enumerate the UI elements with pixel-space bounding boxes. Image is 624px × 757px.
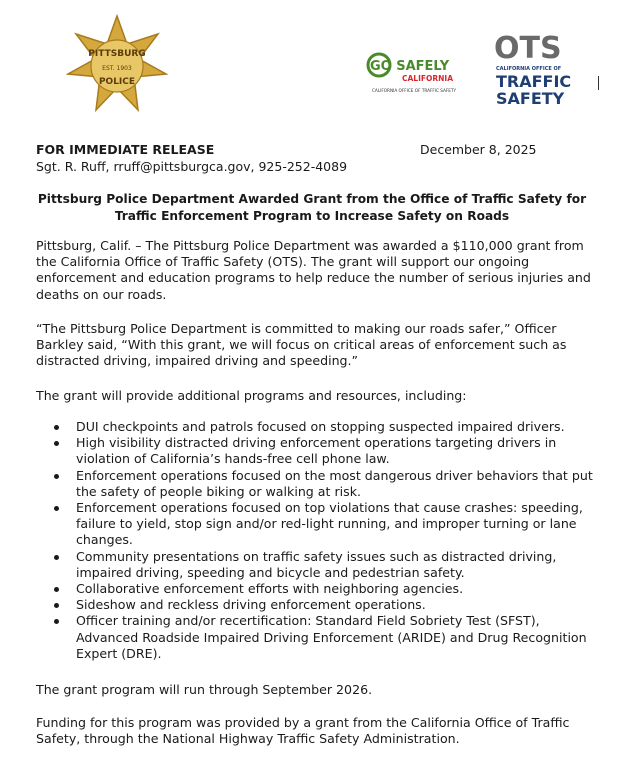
- list-item-text: Enforcement operations focused on the most dangerous driver behaviors that put the safety of people biking or walking at risk.: [76, 467, 593, 499]
- list-item: [36, 468, 596, 500]
- list-item-text: Enforcement operations focused on top violations that cause crashes: speeding, failure to yield, stop sign and/or red-light running, and improper turning or lane changes.: [76, 500, 583, 548]
- list-item-text: High visibility distracted driving enforcement operations targeting drivers in violation of California’s hands-free cell phone law.: [76, 435, 557, 467]
- badge-est-text: EST. 1903: [102, 65, 132, 72]
- ots-safety-text: SAFETY: [496, 89, 565, 108]
- list-item-text: Community presentations on traffic safety issues such as distracted driving, impaired driving, speeding and bicycle and pedestrian safety.: [76, 548, 557, 580]
- pittsburg-police-badge-logo: [66, 14, 168, 116]
- bullet-dot-icon: [54, 555, 59, 560]
- release-row: [36, 142, 546, 158]
- bullet-dot-icon: [54, 506, 59, 511]
- paragraph-programs-lead: The grant will provide additional programs and resources, including:: [36, 388, 467, 403]
- gosafely-main-text: GO SAFELY: [370, 59, 450, 74]
- list-item-text: Collaborative enforcement efforts with neighboring agencies.: [76, 581, 464, 597]
- paragraph-duration: The grant program will run through September 2026.: [36, 682, 373, 697]
- bullet-dot-icon: [54, 587, 59, 592]
- release-date: December 8, 2025: [420, 142, 537, 157]
- programs-list: [36, 419, 596, 662]
- list-item: [36, 500, 596, 549]
- bullet-dot-icon: [54, 441, 59, 446]
- gosafely-sub-text: CALIFORNIA OFFICE OF TRAFFIC SAFETY: [372, 88, 457, 93]
- list-item: [36, 581, 596, 597]
- ots-acronym-text: OTS: [494, 31, 562, 66]
- bullet-dot-icon: [54, 425, 59, 430]
- gosafely-state-text: CALIFORNIA: [402, 74, 454, 83]
- list-item-text: Officer training and/or recertification: Standard Field Sobriety Test (SFST), Advanced Roadside Impaired Driving Enforcement (ARIDE) and Drug Recognition Expert (DRE).: [76, 613, 587, 661]
- go-safely-california-logo: [366, 50, 486, 96]
- headline: Pittsburg Police Department Awarded Grant from the Office of Traffic Safety for Traffic Enforcement Program to Increase Safety on Roads: [37, 192, 587, 223]
- list-item-text: DUI checkpoints and patrols focused on stopping suspected impaired drivers.: [76, 419, 565, 434]
- list-item: [36, 419, 596, 435]
- list-item: [36, 435, 596, 467]
- badge-top-text: PITTSBURG: [88, 49, 146, 59]
- bullet-dot-icon: [54, 474, 59, 479]
- ots-traffic-text: TRAFFIC: [496, 72, 572, 91]
- contact-line: Sgt. R. Ruff, rruff@pittsburgca.gov, 925-252-4089: [36, 159, 348, 174]
- paragraph-funding: Funding for this program was provided by a grant from the California Office of Traffic Safety, through the National Highway Traffic Safety Administration.: [36, 715, 570, 747]
- list-item-text: Sideshow and reckless driving enforcement operations.: [76, 597, 426, 613]
- ots-logo: [490, 30, 580, 108]
- paragraph-quote: “The Pittsburg Police Department is committed to making our roads safer,” Officer Barkley said, “With this grant, we will focus on critical areas of enforcement such as distracted driving, impaired driving and speeding.”: [36, 321, 567, 369]
- list-item: [36, 597, 596, 613]
- text-cursor: [598, 76, 599, 90]
- list-item: [36, 613, 596, 662]
- list-item: [36, 549, 596, 581]
- paragraph-intro: Pittsburg, Calif. – The Pittsburg Police Department was awarded a $110,000 grant from the California Office of Traffic Safety (OTS). The grant will support our ongoing enforcement and education programs to help reduce the number of serious injuries and deaths on our roads.: [36, 238, 591, 302]
- release-label: FOR IMMEDIATE RELEASE: [36, 142, 215, 157]
- badge-bottom-text: POLICE: [98, 77, 136, 87]
- ots-sub-text: CALIFORNIA OFFICE OF: [496, 66, 562, 72]
- bullet-dot-icon: [54, 603, 59, 608]
- bullet-dot-icon: [54, 619, 59, 624]
